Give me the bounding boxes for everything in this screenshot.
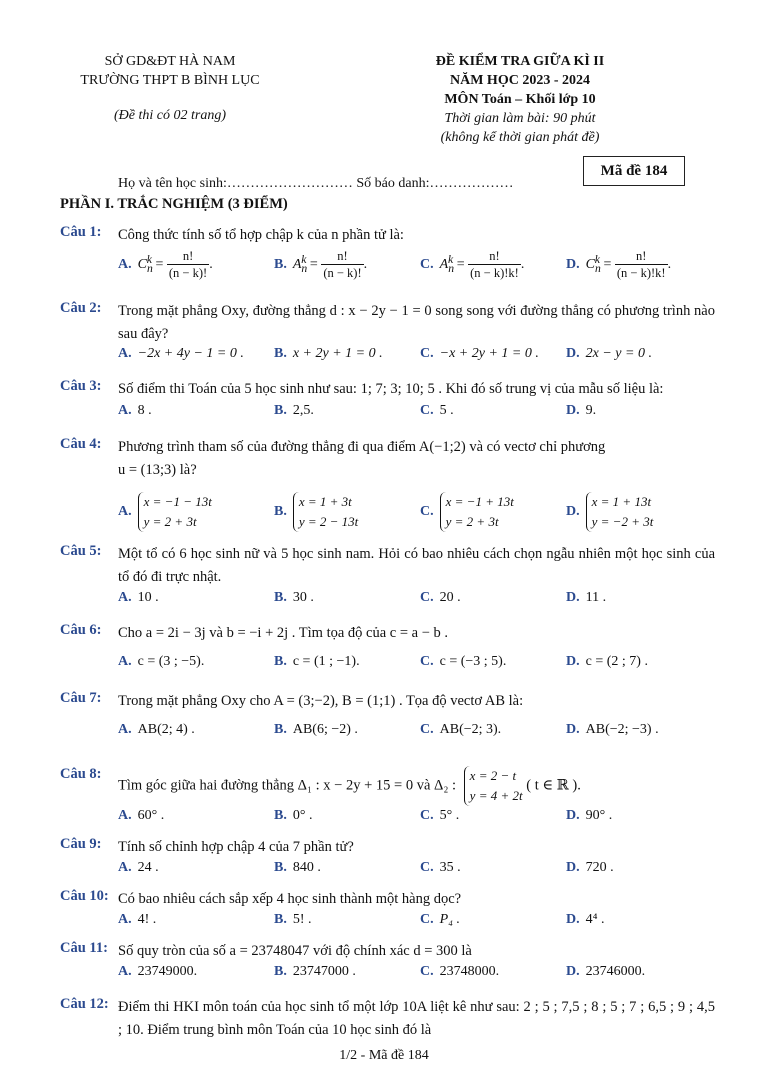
question-9 — [60, 836, 715, 859]
subject-line: MÔN Toán – Khối lớp 10 — [444, 92, 596, 107]
q7-option-d[interactable]: D. AB(−2; −3) . — [566, 722, 659, 737]
question-label: Câu 10: — [60, 888, 109, 904]
question-label: Câu 6: — [60, 622, 102, 638]
question-3 — [60, 378, 720, 401]
question-text: Tính số chỉnh hợp chập 4 của 7 phần tử? — [118, 839, 354, 855]
q2-option-a[interactable]: A. −2x + 4y − 1 = 0 . — [118, 346, 244, 361]
q5-option-d[interactable]: D. 11 . — [566, 590, 607, 605]
question-text: Số quy tròn của số a = 23748047 với độ chính xác d = 300 là — [118, 943, 472, 959]
q9-option-a[interactable]: A. 24 . — [118, 860, 159, 875]
question-6 — [60, 622, 715, 645]
q6-option-a[interactable]: A. c = (3 ; −5). — [118, 654, 205, 669]
question-text: Phương trình tham số của đường thẳng đi qua điểm A(−1;2) và có vectơ chỉ phương — [118, 439, 606, 455]
q6-option-c[interactable]: C. c = (−3 ; 5). — [420, 654, 507, 669]
q10-option-d[interactable]: D. 4⁴ . — [566, 912, 605, 927]
question-text: Điểm thi HKI môn toán của học sinh tổ một lớp 10A liệt kê như sau: 2 ; 5 ; 7,5 ; 8 ; 5 ; 7 ; 6,5 ; 9 ; 4,5 ; 10. Điểm trung bình môn Toán của 10 học sinh đó là — [118, 999, 715, 1038]
question-4 — [60, 436, 715, 482]
q11-option-a[interactable]: A. 23749000. — [118, 964, 198, 979]
school-name: TRƯỜNG THPT B BÌNH LỤC — [80, 73, 260, 88]
question-text: Công thức tính số tổ hợp chập k của n phần tử là: — [118, 227, 404, 243]
q2-option-d[interactable]: D. 2x − y = 0 . — [566, 346, 652, 361]
question-label: Câu 12: — [60, 996, 109, 1012]
question-text-line2: u = (13;3) là? — [118, 462, 197, 478]
q1-option-a[interactable]: A. $C_n^k$ = $\frac{n!}{(n - k)!}$ . — [118, 249, 213, 280]
header-right — [360, 52, 680, 147]
question-label: Câu 5: — [60, 543, 102, 559]
q8-option-c[interactable]: C. 5° . — [420, 808, 460, 823]
q5-option-a[interactable]: A. 10 . — [118, 590, 159, 605]
question-label: Câu 3: — [60, 378, 102, 394]
q10-option-c[interactable]: C. P₄ . — [420, 912, 461, 927]
q9-option-d[interactable]: D. 720 . — [566, 860, 614, 875]
q4-option-c[interactable]: C. x = −1 + 13t y = 2 + 3t — [420, 492, 514, 532]
q11-option-b[interactable]: B. 23747000 . — [274, 964, 356, 979]
q9-option-b[interactable]: B. 840 . — [274, 860, 321, 875]
q3-option-a[interactable]: A. 8 . — [118, 403, 152, 418]
q4-option-a[interactable]: A. x = −1 − 13t y = 2 + 3t — [118, 492, 212, 532]
department-name: SỞ GD&ĐT HÀ NAM — [104, 54, 236, 69]
part-title: PHẦN I. TRẮC NGHIỆM (3 ĐIỂM) — [60, 196, 288, 212]
q1-option-c[interactable]: C. $A_n^k$ = $\frac{n!}{(n - k)!k!}$ . — [420, 249, 525, 280]
question-text: Số điểm thi Toán của 5 học sinh như sau: 1; 7; 3; 10; 5 . Khi đó số trung vị của mẫu số liệu là: — [118, 381, 664, 397]
question-text: Một tổ có 6 học sinh nữ và 5 học sinh nam. Hỏi có bao nhiêu cách chọn ngẫu nhiên một học sinh của tổ đó đi trực nhật. — [118, 546, 715, 585]
time-note: (không kể thời gian phát đề) — [440, 130, 600, 145]
question-text: Trong mặt phẳng Oxy, đường thẳng d : x − 2y − 1 = 0 song song với đường thẳng có phương trình nào sau đây? — [118, 303, 715, 342]
header-left — [60, 52, 280, 125]
question-label: Câu 7: — [60, 690, 102, 706]
q10-option-b[interactable]: B. 5! . — [274, 912, 312, 927]
question-8 — [60, 766, 715, 806]
q7-option-c[interactable]: C. AB(−2; 3). — [420, 722, 502, 737]
question-label: Câu 1: — [60, 224, 102, 240]
q8-option-b[interactable]: B. 0° . — [274, 808, 313, 823]
page-count-note: (Đề thi có 02 trang) — [114, 108, 226, 123]
q1-option-d[interactable]: D. $C_n^k$ = $\frac{n!}{(n - k)!k!}$ . — [566, 249, 672, 280]
question-12 — [60, 996, 715, 1042]
q2-option-b[interactable]: B. x + 2y + 1 = 0 . — [274, 346, 383, 361]
q11-option-c[interactable]: C. 23748000. — [420, 964, 500, 979]
q11-option-d[interactable]: D. 23746000. — [566, 964, 646, 979]
q3-option-c[interactable]: C. 5 . — [420, 403, 454, 418]
q10-option-a[interactable]: A. 4! . — [118, 912, 157, 927]
question-label: Câu 4: — [60, 436, 102, 452]
exam-title: ĐỀ KIỂM TRA GIỮA KÌ II — [435, 54, 605, 69]
question-label: Câu 11: — [60, 940, 108, 956]
q8-option-d[interactable]: D. 90° . — [566, 808, 613, 823]
question-7 — [60, 690, 715, 713]
q2-option-c[interactable]: C. −x + 2y + 1 = 0 . — [420, 346, 539, 361]
question-text: Tìm góc giữa hai đường thẳng Δ₁ : x − 2y + 15 = 0 và Δ₂ : x = 2 − t y = 4 + 2t ( t ∈ ℝ ). — [118, 766, 715, 806]
question-5 — [60, 543, 715, 589]
q6-option-d[interactable]: D. c = (2 ; 7) . — [566, 654, 648, 669]
question-1 — [60, 224, 715, 247]
q6-option-b[interactable]: B. c = (1 ; −1). — [274, 654, 360, 669]
question-2 — [60, 300, 715, 346]
student-info-line: Họ và tên học sinh:……………………… Số báo danh:……………… — [118, 176, 514, 191]
q7-option-a[interactable]: A. AB(2; 4) . — [118, 722, 195, 737]
q3-option-b[interactable]: B. 2,5. — [274, 403, 314, 418]
q8-option-a[interactable]: A. 60° . — [118, 808, 165, 823]
school-year: NĂM HỌC 2023 - 2024 — [450, 73, 590, 88]
question-11 — [60, 940, 715, 963]
question-text: Cho a = 2i − 3j và b = −i + 2j . Tìm tọa độ của c = a − b . — [118, 625, 449, 641]
question-label: Câu 8: — [60, 766, 102, 782]
exam-code-box: Mã đề 184 — [583, 156, 685, 186]
q4-option-d[interactable]: D. x = 1 + 13t y = −2 + 3t — [566, 492, 653, 532]
page-footer: 1/2 - Mã đề 184 — [339, 1048, 429, 1063]
q5-option-c[interactable]: C. 20 . — [420, 590, 461, 605]
time-limit: Thời gian làm bài: 90 phút — [444, 111, 596, 126]
question-label: Câu 2: — [60, 300, 102, 316]
question-text: Có bao nhiêu cách sắp xếp 4 học sinh thành một hàng dọc? — [118, 891, 462, 907]
q7-option-b[interactable]: B. AB(6; −2) . — [274, 722, 358, 737]
q5-option-b[interactable]: B. 30 . — [274, 590, 314, 605]
question-text: Trong mặt phẳng Oxy cho A = (3;−2), B = (1;1) . Tọa độ vectơ AB là: — [118, 693, 524, 709]
q4-option-b[interactable]: B. x = 1 + 3t y = 2 − 13t — [274, 492, 358, 532]
q1-option-b[interactable]: B. $A_n^k$ = $\frac{n!}{(n - k)!}$ . — [274, 249, 368, 280]
q3-option-d[interactable]: D. 9. — [566, 403, 597, 418]
question-10 — [60, 888, 715, 911]
question-label: Câu 9: — [60, 836, 102, 852]
q9-option-c[interactable]: C. 35 . — [420, 860, 461, 875]
